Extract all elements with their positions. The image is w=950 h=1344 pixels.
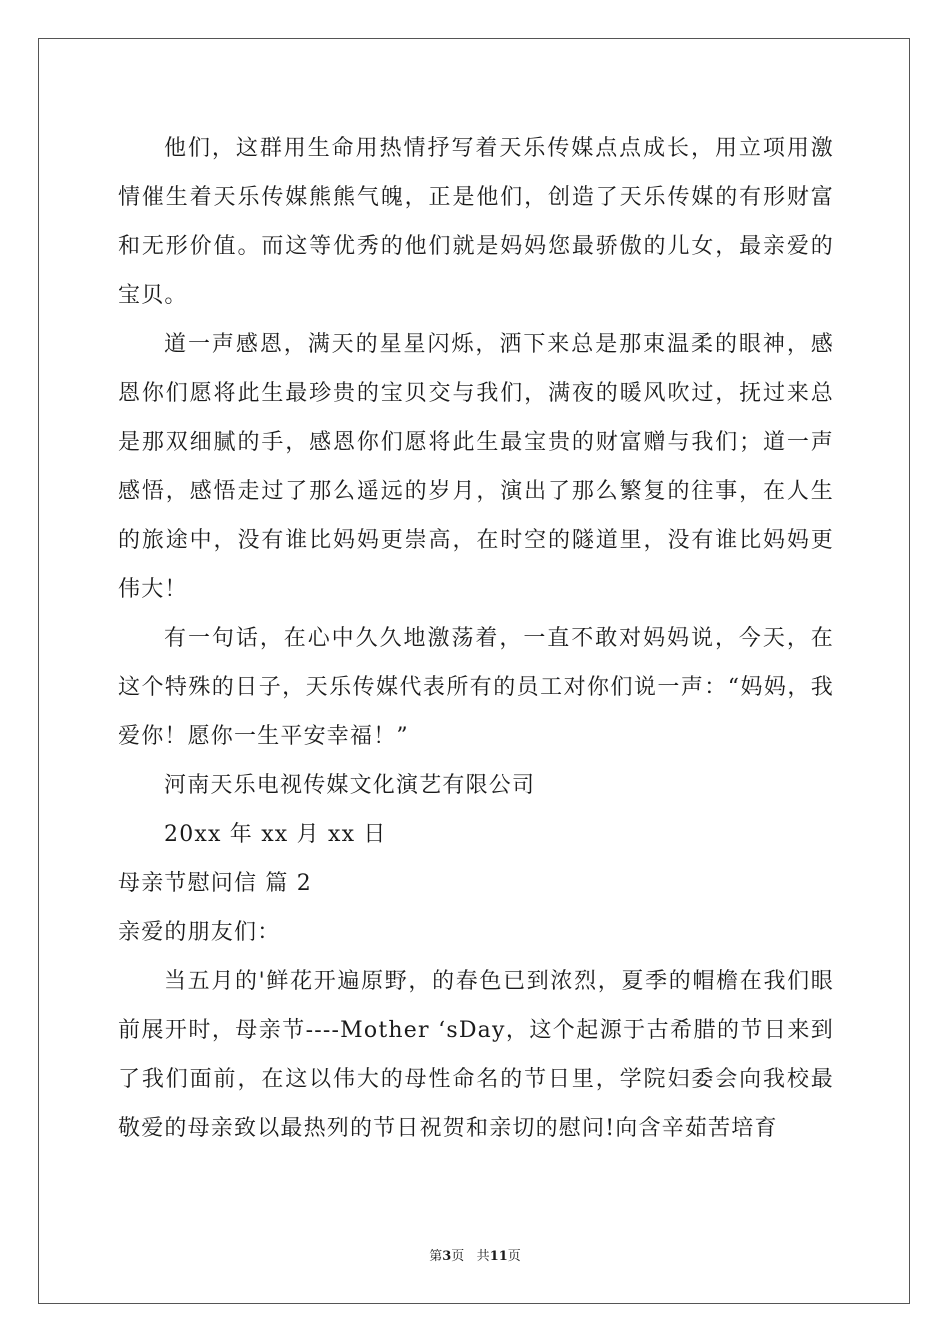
paragraph-mother-message: 有一句话，在心中久久地激荡着，一直不敢对妈妈说，今天，在这个特殊的日子，天乐传媒代表所有的员工对你们说一声：“妈妈，我爱你！愿你一生平安幸福！”: [118, 626, 834, 749]
footer-total-suffix: 页: [507, 1249, 521, 1264]
paragraph-gratitude: 道一声感恩，满天的星星闪烁，洒下来总是那束温柔的眼神，感恩你们愿将此生最珍贵的宝贝交与我们，满夜的暖风吹过，抚过来总是那双细腻的手，感恩你们愿将此生最宝贵的财富赠与我们；道一声感悟，感悟走过了那么遥远的岁月，演出了那么繁复的往事，在人生的旅途中，没有谁比妈妈更崇高，在时空的隧道里，没有谁比妈妈更伟大！: [118, 332, 834, 602]
section-title: 母亲节慰问信 篇 2: [118, 871, 312, 896]
salutation: 亲爱的朋友们：: [118, 920, 281, 945]
signature-company: 河南天乐电视传媒文化演艺有限公司: [164, 773, 536, 798]
footer-page-prefix: 第: [429, 1249, 443, 1264]
footer-total-prefix: 共: [476, 1249, 490, 1264]
footer-page-suffix: 页: [451, 1249, 465, 1264]
signature-date: 20xx 年 xx 月 xx 日: [164, 822, 387, 847]
page-footer: [0, 1245, 950, 1264]
footer-total-number: 11: [489, 1249, 508, 1264]
footer-page-number: 3: [442, 1249, 452, 1264]
paragraph-may-greeting: 当五月的'鲜花开遍原野，的春色已到浓烈，夏季的帽檐在我们眼前展开时，母亲节----Mother ‘sDay，这个起源于古希腊的节日来到了我们面前，在这以伟大的母性命名的节日里，学院妇委会向我校最敬爱的母亲致以最热列的节日祝贺和亲切的慰问!向含辛茹苦培育: [118, 969, 834, 1141]
document-body: [118, 124, 834, 1153]
paragraph-children-tribute: 他们，这群用生命用热情抒写着天乐传媒点点成长，用立项用激情催生着天乐传媒熊熊气魄，正是他们，创造了天乐传媒的有形财富和无形价值。而这等优秀的他们就是妈妈您最骄傲的儿女，最亲爱的宝贝。: [118, 136, 834, 308]
